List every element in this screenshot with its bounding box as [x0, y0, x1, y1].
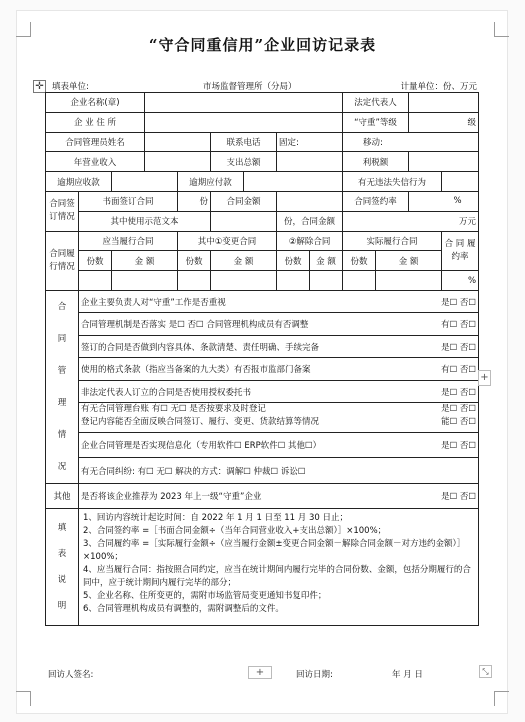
phone-label: 联系电话: [211, 132, 277, 152]
address-field[interactable]: [145, 112, 343, 132]
grade-label: “守重”等级: [343, 112, 409, 132]
violation-label: 有无违法失信行为: [343, 172, 442, 192]
written-count-field[interactable]: 份: [178, 191, 211, 211]
signing-rate-label: 合同签约率: [343, 191, 409, 211]
manager-name-field[interactable]: [145, 132, 211, 152]
management-item[interactable]: [79, 432, 479, 458]
total-expense-field[interactable]: [277, 152, 343, 172]
model-text-label: 其中使用示范文本: [79, 211, 211, 231]
management-item-text: 企业合同管理是否实现信息化（专用软件☐ ERP软件☐ 其他☐）: [81, 441, 322, 452]
management-item-options[interactable]: 有☐ 否☐: [441, 320, 477, 331]
col-count: 份数: [178, 251, 211, 271]
col-count: 份数: [79, 251, 112, 271]
management-item[interactable]: [79, 458, 479, 484]
overdue-receivable-label: 逾期应收款: [46, 172, 112, 192]
note-line: 3、合同履约率 =［实际履行金额÷（应当履行金额±变更合同金额－解除合同金额－对方违约金额）］×100%；: [83, 538, 466, 562]
model-text-amount-label: 份，合同金额: [277, 211, 343, 231]
table-resize-icon[interactable]: ⤡: [479, 665, 492, 678]
changed-contract-label: 其中①变更合同: [178, 231, 277, 251]
actual-perform-label: 实际履行合同: [343, 231, 442, 251]
violation-field[interactable]: [442, 172, 479, 192]
management-item[interactable]: [79, 403, 479, 433]
col-amount: 金 额: [211, 251, 277, 271]
legal-rep-field[interactable]: [409, 93, 479, 113]
recommend-text: 是否将该企业推荐为 2023 年上一级“守重”企业: [81, 491, 262, 502]
written-contract-label: 书面签订合同: [79, 191, 178, 211]
landline-field[interactable]: 固定:: [277, 132, 343, 152]
management-item-options[interactable]: 是☐ 否☐: [441, 441, 477, 452]
changed-count-field[interactable]: [178, 271, 211, 291]
management-item[interactable]: [79, 313, 479, 335]
visitor-signature-label: 回访人签名:: [48, 670, 94, 680]
should-perform-label: 应当履行合同: [79, 231, 178, 251]
col-amount: 金 额: [310, 251, 343, 271]
fill-unit-label: 填表单位:: [52, 82, 89, 92]
visit-record-table: [45, 92, 479, 626]
management-item-text: 签订的合同是否做到内容具体、条款清楚、责任明确、手续完备: [81, 342, 320, 353]
actual-amount-field[interactable]: [376, 271, 442, 291]
col-count: 份数: [277, 251, 310, 271]
annual-income-field[interactable]: [145, 152, 211, 172]
notes-label-text: 填表说明: [57, 522, 67, 611]
actual-count-field[interactable]: [343, 271, 376, 291]
signing-rate-field[interactable]: %: [409, 191, 479, 211]
measure-unit: 计量单位：份、万元: [400, 82, 477, 92]
company-name-field[interactable]: [145, 93, 343, 113]
annual-income-label: 年营业收入: [46, 152, 145, 172]
total-expense-label: 支出总额: [211, 152, 277, 172]
manager-name-label: 合同管理员姓名: [46, 132, 145, 152]
management-item-text: 有无合同纠纷: 有☐ 无☐ 解决的方式：调解☐ 仲裁☐ 诉讼☐: [81, 466, 306, 477]
perform-rate-label: 合 同 履约率: [442, 231, 479, 271]
fill-unit-value: 市场监督管理所（分局）: [203, 82, 297, 92]
cancelled-contract-label: ②解除合同: [277, 231, 343, 251]
document-title: “守合同重信用”企业回访记录表: [148, 36, 377, 54]
changed-amount-field[interactable]: [211, 271, 277, 291]
add-row-icon[interactable]: +: [248, 666, 272, 679]
management-item-text: 有无合同管理台账 有☐ 无☐ 是否按要求及时登记 登记内容能否全面反映合同签订、履行、变更、货款结算等情况: [81, 404, 320, 428]
contract-amount-field[interactable]: [277, 191, 343, 211]
overdue-receivable-field[interactable]: [112, 172, 178, 192]
mobile-field[interactable]: 移动:: [343, 132, 479, 152]
notes-content: [79, 508, 479, 625]
note-line: 5、企业名称、住所变更的，需附市场监管局变更通知书复印件；: [83, 590, 327, 601]
address-label: 企 业 住 所: [46, 112, 145, 132]
col-amount: 金 额: [376, 251, 442, 271]
management-item-options[interactable]: 有☐ 否☐: [441, 365, 477, 376]
model-text-amount-field[interactable]: 万元: [343, 211, 479, 231]
tax-label: 利税额: [343, 152, 409, 172]
overdue-payable-label: 逾期应付款: [178, 172, 244, 192]
should-amount-field[interactable]: [112, 271, 178, 291]
company-name-label: 企业名称(章): [46, 93, 145, 113]
management-item-options[interactable]: 是☐ 否☐: [441, 297, 477, 308]
page-corner-mark: [494, 691, 509, 706]
management-item[interactable]: [79, 335, 479, 357]
management-item-options[interactable]: 是☐ 否☐: [441, 387, 477, 398]
add-column-icon[interactable]: +: [478, 370, 491, 386]
legal-rep-label: 法定代表人: [343, 93, 409, 113]
management-label-text: 合同管理情况: [57, 301, 67, 472]
table-move-handle-icon[interactable]: ✛: [33, 80, 46, 93]
perform-rate-field[interactable]: %: [442, 271, 479, 291]
note-line: 4、应当履行合同：指按照合同约定，应当在统计期间内履行完毕的合同份数、金额，包括分期履行的合同中，应于统计期间内履行完毕的部分；: [83, 564, 471, 588]
management-item[interactable]: [79, 290, 479, 312]
management-item-text: 非法定代表人订立的合同是否使用授权委托书: [81, 387, 252, 398]
signing-section-label: 合同签订情况: [46, 191, 79, 231]
management-item-text: 合同管理机制是否落实 是☐ 否☐ 合同管理机构成员有否调整: [81, 320, 309, 331]
notes-section-label: [46, 508, 79, 625]
cancelled-count-field[interactable]: [277, 271, 310, 291]
management-section-label: [46, 290, 79, 483]
col-amount: 金 额: [112, 251, 178, 271]
overdue-payable-field[interactable]: [244, 172, 343, 192]
management-item-options[interactable]: 是☐ 否☐: [441, 342, 477, 353]
col-count: 份数: [343, 251, 376, 271]
note-line: 1、回访内容统计起讫时间：自 2022 年 1 月 1 日至 11 月 30 日止；: [83, 512, 349, 523]
should-count-field[interactable]: [79, 271, 112, 291]
contract-amount-label: 合同金额: [211, 191, 277, 211]
management-item-text: 使用的格式条款（指应当备案的九大类）有否报市监部门备案: [81, 365, 311, 376]
visit-date-label: 回访日期:: [296, 670, 333, 680]
other-section-label: 其他: [46, 483, 79, 508]
cancelled-amount-field[interactable]: [310, 271, 343, 291]
performance-section-label: 合同履行情况: [46, 231, 79, 290]
management-item-options[interactable]: 是☐ 否☐ 能☐ 否☐: [441, 404, 477, 428]
grade-unit[interactable]: 级: [409, 112, 479, 132]
page-corner-mark: [16, 691, 31, 706]
tax-field[interactable]: [409, 152, 479, 172]
management-item-text: 企业主要负责人对“守重”工作是否重视: [81, 297, 226, 308]
management-item[interactable]: [79, 358, 479, 380]
note-line: 2、合同签约率 =［书面合同金额÷（当年合同营业收入+支出总额）］×100%；: [83, 525, 387, 536]
model-text-count-field[interactable]: [211, 211, 277, 231]
management-item[interactable]: [79, 380, 479, 402]
recommend-item[interactable]: [79, 483, 479, 508]
visit-date-fields[interactable]: 年 月 日: [392, 670, 423, 680]
note-line: 6、合同管理机构成员有调整的，需附调整后的文件。: [83, 603, 284, 614]
recommend-options[interactable]: 是☐ 否☐: [441, 491, 477, 502]
